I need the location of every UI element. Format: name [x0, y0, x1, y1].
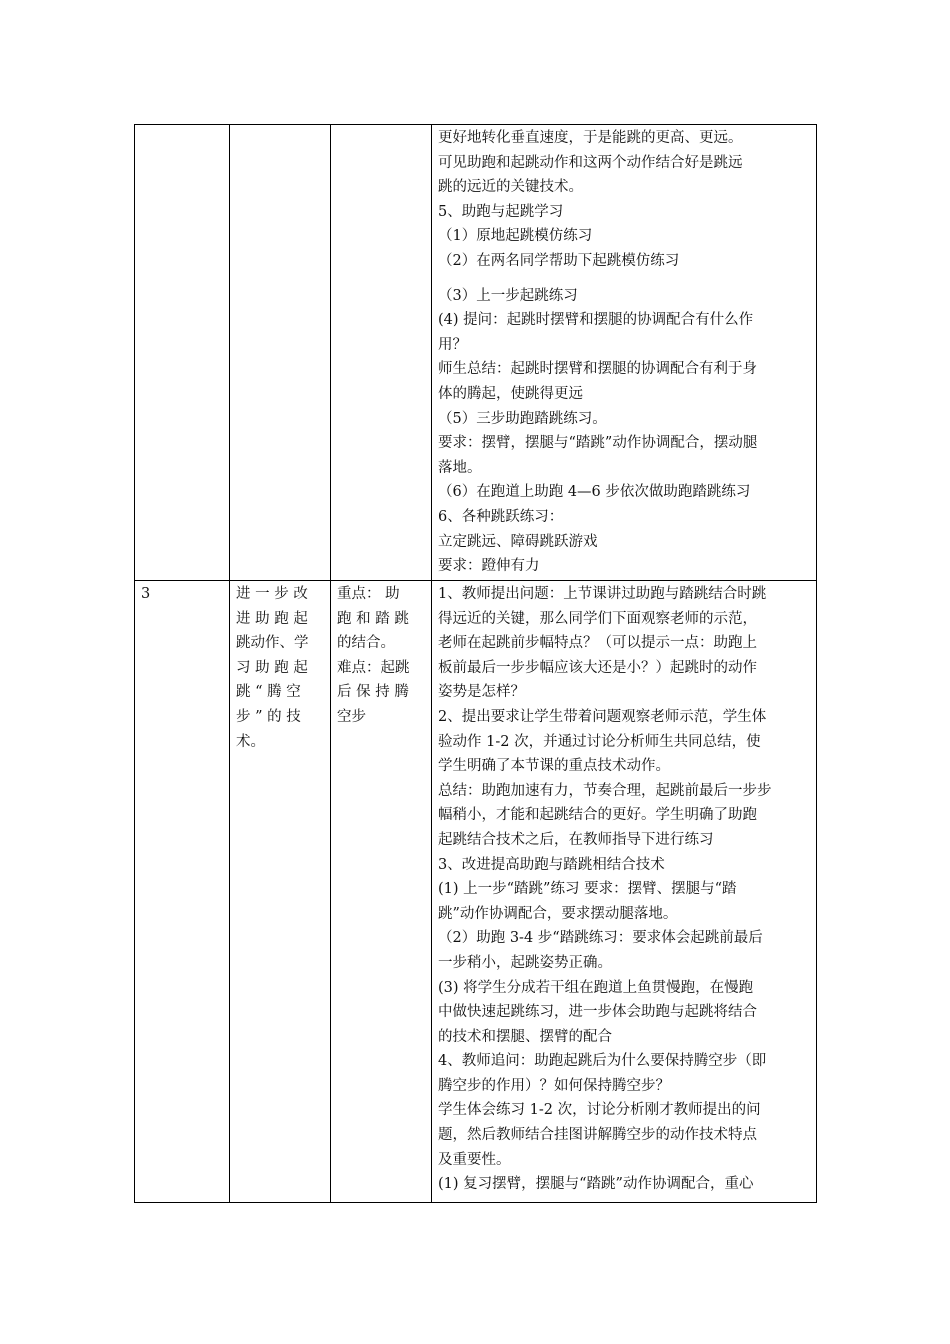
row2-content-cell	[432, 581, 817, 1203]
content-line: 6、各种跳跃练习：	[438, 508, 564, 525]
table-row	[135, 125, 817, 581]
content-line: 师生总结：起跳时摆臂和摆腿的协调配合有利于身	[438, 361, 757, 378]
goal-line: 进 助 跑 起	[236, 610, 308, 627]
content-line: 中做快速起跳练习，进一步体会助跑与起跳将结合	[438, 1004, 757, 1021]
content-line: （5）三步助跑踏跳练习。	[438, 410, 607, 427]
content-line: 4、教师追问：助跑起跳后为什么要保持腾空步（即	[438, 1053, 767, 1070]
row2-focus-cell	[331, 581, 432, 1203]
focus-line: 的结合。	[337, 635, 395, 652]
content-line: 的技术和摆腿、摆臂的配合	[438, 1028, 612, 1045]
content-line: 落地。	[438, 459, 482, 476]
content-line: 板前最后一步步幅应该大还是小？）起跳时的动作	[438, 659, 757, 676]
content-line: 学生明确了本节课的重点技术动作。	[438, 758, 670, 775]
content-line: 可见助跑和起跳动作和这两个动作结合好是跳远	[438, 154, 743, 171]
content-line: 3、改进提高助跑与踏跳相结合技术	[438, 856, 665, 873]
content-line: 5、助跑与起跳学习	[438, 203, 564, 220]
content-line: (1) 上一步“踏跳”练习 要求：摆臂、摆腿与“踏	[438, 881, 737, 898]
content-line: 要求：蹬伸有力	[438, 558, 540, 575]
content-line: (3) 将学生分成若干组在跑道上鱼贯慢跑，在慢跑	[438, 979, 754, 996]
lesson-plan-table	[134, 124, 817, 1203]
content-line: 幅稍小，才能和起跳结合的更好。学生明确了助跑	[438, 807, 757, 824]
content-line: 跳的远近的关键技术。	[438, 179, 583, 196]
content-line: 立定跳远、障碍跳跃游戏	[438, 533, 598, 550]
content-line: 及重要性。	[438, 1151, 511, 1168]
content-line: 体的腾起，使跳得更远	[438, 385, 583, 402]
goal-line: 跳 “ 腾 空	[236, 684, 301, 701]
content-line: （2）助跑 3-4 步“踏跳练习：要求体会起跳前最后	[438, 930, 763, 947]
content-line: 验动作 1-2 次，并通过讨论分析师生共同总结，使	[438, 733, 761, 750]
focus-line: 空步	[337, 708, 366, 725]
content-line: (1) 复习摆臂，摆腿与“踏跳”动作协调配合，重心	[438, 1176, 754, 1193]
content-line: 题，然后教师结合挂图讲解腾空步的动作技术特点	[438, 1127, 757, 1144]
content-line: （2）在两名同学帮助下起跳模仿练习	[438, 252, 680, 269]
goal-line: 术。	[236, 733, 265, 750]
content-line: 要求：摆臂，摆腿与“踏跳”动作协调配合，摆动腿	[438, 435, 758, 452]
content-line: 腾空步的作用）？如何保持腾空步？	[438, 1077, 670, 1094]
table-row	[135, 581, 817, 1203]
goal-line: 跳动作、学	[236, 635, 309, 652]
content-line: 总结：助跑加速有力，节奏合理，起跳前最后一步步	[438, 782, 772, 799]
goal-line: 习 助 跑 起	[236, 659, 308, 676]
row-number: 3	[141, 586, 151, 602]
content-line: 用？	[438, 336, 467, 353]
content-line: 一步稍小，起跳姿势正确。	[438, 954, 612, 971]
content-line: 2、提出要求让学生带着问题观察老师示范，学生体	[438, 708, 767, 725]
focus-line: 后 保 持 腾	[337, 684, 409, 701]
focus-line: 重点： 助	[337, 586, 400, 602]
content-line: （1）原地起跳模仿练习	[438, 228, 593, 245]
row2-number-cell	[135, 581, 230, 1203]
content-line: 学生体会练习 1-2 次，讨论分析刚才教师提出的问	[438, 1102, 761, 1119]
content-line	[438, 274, 811, 284]
content-line: 起跳结合技术之后，在教师指导下进行练习	[438, 831, 714, 848]
goal-line: 进 一 步 改	[236, 586, 308, 602]
row1-content-cell	[432, 125, 817, 581]
content-line: （3）上一步起跳练习	[438, 287, 578, 304]
content-line: 姿势是怎样？	[438, 684, 525, 701]
focus-line: 难点：起跳	[337, 659, 410, 676]
row1-goal-cell	[230, 125, 331, 581]
content-line: 1、教师提出问题：上节课讲过助跑与踏跳结合时跳	[438, 586, 767, 602]
content-line: 更好地转化垂直速度，于是能跳的更高、更远。	[438, 130, 743, 146]
row1-focus-cell	[331, 125, 432, 581]
content-line: 跳”动作协调配合，要求摆动腿落地。	[438, 905, 678, 922]
focus-line: 跑 和 踏 跳	[337, 610, 409, 627]
goal-line: 步 ” 的 技	[236, 708, 301, 725]
row2-goal-cell	[230, 581, 331, 1203]
content-line: 老师在起跳前步幅特点？（可以提示一点：助跑上	[438, 635, 757, 652]
row1-number-cell	[135, 125, 230, 581]
content-line: （6）在跑道上助跑 4—6 步依次做助跑踏跳练习	[438, 484, 751, 501]
content-line: (4) 提问：起跳时摆臂和摆腿的协调配合有什么作	[438, 312, 754, 329]
content-line: 得远近的关键，那么同学们下面观察老师的示范，	[438, 610, 757, 627]
